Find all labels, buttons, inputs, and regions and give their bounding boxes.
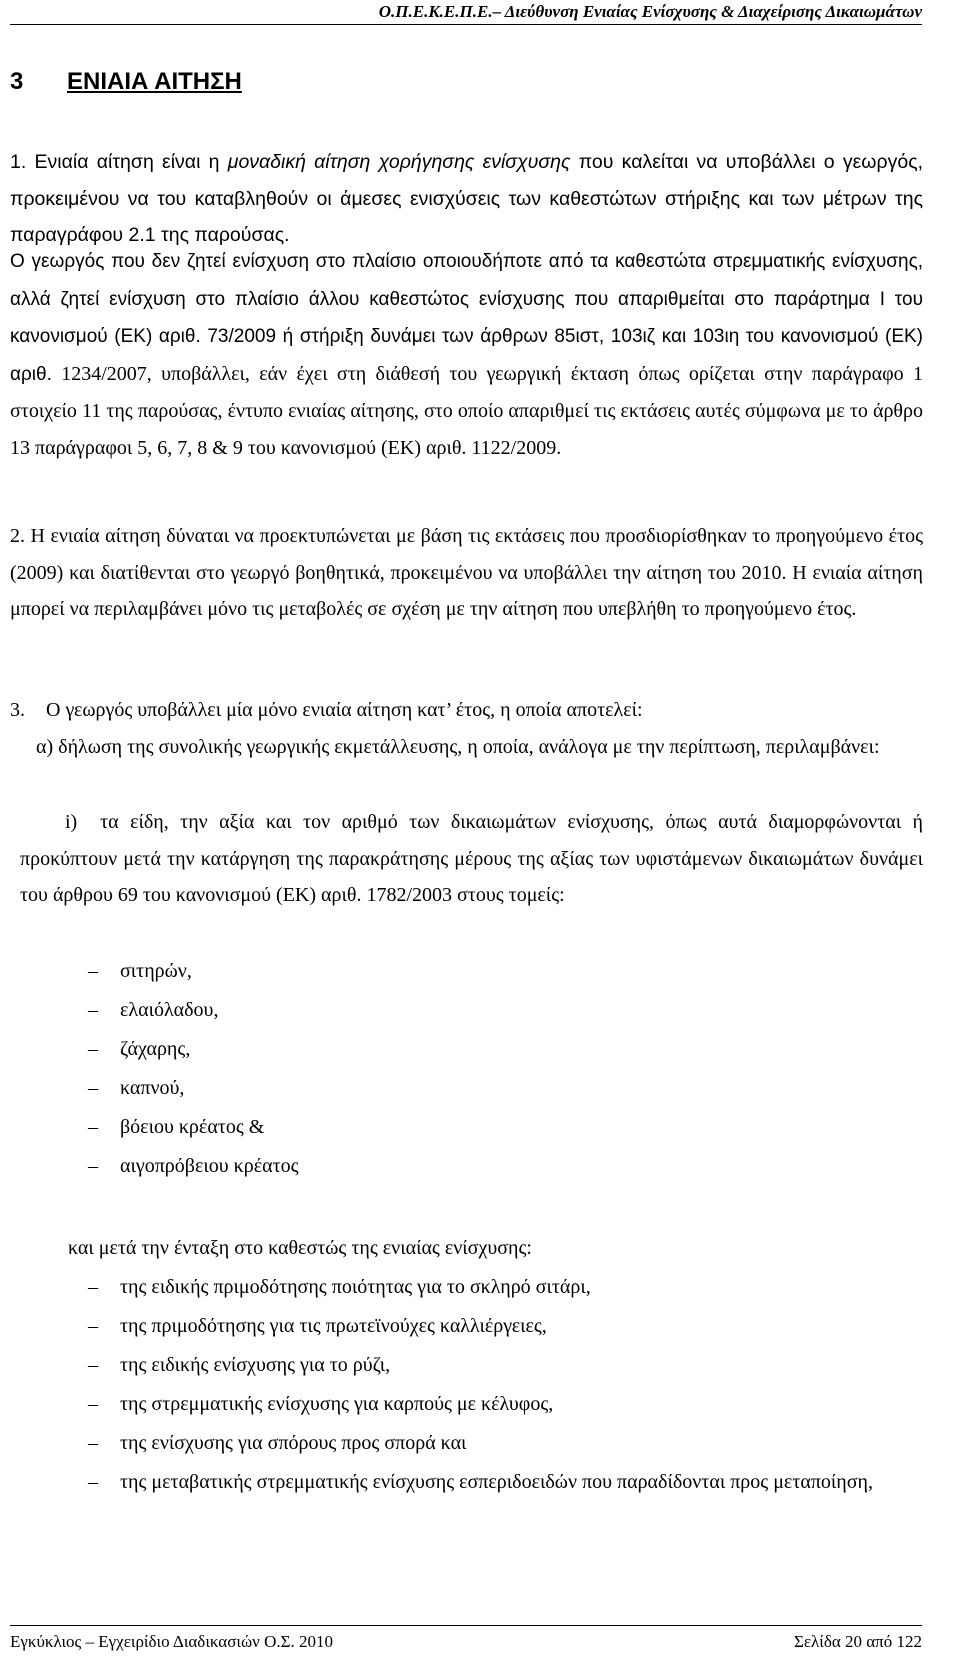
paragraph-2-text: Η ενιαία αίτηση δύναται να προεκτυπώνεται με βάση τις εκτάσεις που προσδιορίσθηκαν το προηγούμενο έτος (2009) και διατίθενται στο γεωργό βοηθητικά, προκειμένου να υποβάλλει την αίτηση του 2010. Η ενιαία αίτηση μπορεί να περιλαμβάνει μόνο τις μεταβολές σε σχέση με την αίτηση που υπεβλήθη το προηγούμενο έτος. <box>10 525 923 620</box>
dash-marker: – <box>88 1155 98 1177</box>
scheme-list <box>10 1268 923 1502</box>
paragraph-1-text-a: Ενιαία αίτηση είναι η <box>34 151 220 173</box>
section-title <box>10 68 242 96</box>
paragraph-1 <box>10 144 923 254</box>
dash-marker: – <box>88 1354 98 1376</box>
list-item <box>10 1069 923 1108</box>
paragraph-2-number: 2. <box>10 525 25 547</box>
section-number: 3 <box>10 68 24 95</box>
list-item-text: καπνού, <box>120 1077 185 1099</box>
list-item-text: της μεταβατικής στρεμματικής ενίσχυσης εσπεριδοειδών που παραδίδονται προς μεταποίηση, <box>120 1471 874 1493</box>
page-header <box>10 0 922 25</box>
list-item-text: της ειδικής πριμοδότησης ποιότητας για το σκληρό σιτάρι, <box>120 1276 591 1298</box>
dash-marker: – <box>88 1077 98 1099</box>
paragraph-1-text-b: που καλείται να υποβάλλει ο γεωργός, προκειμένου να του καταβληθούν οι άμεσες ενισχύσεις των καθεστώτων στήριξης και των μέτρων της παραγράφου 2.1 της παρούσας. <box>10 151 924 246</box>
list-item-text: σιτηρών, <box>120 960 192 982</box>
page-footer <box>10 1625 922 1656</box>
item-i <box>20 804 923 914</box>
header-text: Ο.Π.Ε.Κ.Ε.Π.Ε.– Διεύθυνση Ενιαίας Ενίσχυσης & Διαχείρισης Δικαιωμάτων <box>378 2 922 21</box>
paragraph-1-emphasis: μοναδική αίτηση χορήγησης ενίσχυσης <box>227 151 571 173</box>
list-item <box>10 952 923 991</box>
dash-marker: – <box>88 1432 98 1454</box>
list-item <box>10 1424 923 1463</box>
sector-list <box>10 952 923 1186</box>
list-item-text: της στρεμματικής ενίσχυσης για καρπούς με κέλυφος, <box>120 1393 554 1415</box>
list-item <box>10 1385 923 1424</box>
list-item <box>10 1346 923 1385</box>
list-item <box>10 1307 923 1346</box>
footer-page-number: Σελίδα 20 από 122 <box>793 1632 922 1651</box>
list-item <box>10 1108 923 1147</box>
dash-marker: – <box>88 1116 98 1138</box>
item-i-text: τα είδη, την αξία και τον αριθμό των δικαιωμάτων ενίσχυσης, όπως αυτά διαμορφώνονται ή προκύπτουν μετά την κατάργηση της παρακράτησης μέρους της αξίας των υφιστάμενων δικαιωμάτων δυνάμει του άρθρου 69 του κανονισμού (ΕΚ) αριθ. 1782/2003 στους τομείς: <box>20 811 923 906</box>
list-item-text: της ειδικής ενίσχυσης για το ρύζι, <box>120 1354 391 1376</box>
footer-left: Εγκύκλιος – Εγχειρίδιο Διαδικασιών Ο.Σ. 2010 <box>10 1632 333 1651</box>
after-text-content: και μετά την ένταξη στο καθεστώς της ενιαίας ενίσχυσης: <box>68 1237 532 1259</box>
list-item-text: της πριμοδότησης για τις πρωτεϊνούχες καλλιέργειες, <box>120 1315 547 1337</box>
dash-marker: – <box>88 999 98 1021</box>
dash-marker: – <box>88 1471 98 1493</box>
paragraph-1b-text-a: Ο γεωργός που δεν ζητεί ενίσχυση στο πλαίσιο οποιουδήποτε από τα καθεστώτα στρεμματικής ενίσχυσης, αλλά ζητεί ενίσχυση στο πλαίσιο άλλου καθεστώτος ενίσχυσης που απαριθμείται στο παράρτημα Ι του κανονισμού (ΕΚ) αριθ. 73/2009 ή στήριξη δυνάμει των άρθρων 85ιστ, 103ιζ και 103ιη του κανονισμού (ΕΚ) αριθ. <box>10 251 923 385</box>
item-a-text: δήλωση της συνολικής γεωργικής εκμετάλλευσης, η οποία, ανάλογα με την περίπτωση, περιλαμβάνει: <box>58 736 880 758</box>
paragraph-1b-text-b: 1234/2007, υποβάλλει, εάν έχει στη διάθεσή του γεωργική έκταση όπως ορίζεται στην παράγραφο 1 στοιχείο 11 της παρούσας, έντυπο ενιαίας αίτησης, στο οποίο απαριθμεί τις εκτάσεις αυτές σύμφωνα με το άρθρο 13 παράγραφοι 5, 6, 7, 8 & 9 του κανονισμού (ΕΚ) αριθ. 1122/2009. <box>10 362 924 459</box>
list-item <box>10 1147 923 1186</box>
dash-marker: – <box>88 1393 98 1415</box>
paragraph-3 <box>10 692 923 729</box>
item-a <box>36 729 923 766</box>
list-item-text: ελαιόλαδου, <box>120 999 219 1021</box>
list-item-text: ζάχαρης, <box>120 1038 191 1060</box>
paragraph-3-text: Ο γεωργός υποβάλλει μία μόνο ενιαία αίτηση κατ’ έτος, η οποία αποτελεί: <box>46 699 643 721</box>
paragraph-1b <box>10 243 923 466</box>
dash-marker: – <box>88 1038 98 1060</box>
paragraph-2 <box>10 518 923 628</box>
list-item <box>10 1268 923 1307</box>
dash-marker: – <box>88 960 98 982</box>
paragraph-1-number: 1. <box>10 151 27 173</box>
list-item <box>10 991 923 1030</box>
after-text <box>68 1230 923 1267</box>
item-i-label: i) <box>65 811 78 833</box>
list-item-text: αιγοπρόβειου κρέατος <box>120 1155 299 1177</box>
section-title-text: ΕΝΙΑΙΑ ΑΙΤΗΣΗ <box>67 68 242 95</box>
dash-marker: – <box>88 1276 98 1298</box>
list-item-text: βόειου κρέατος & <box>120 1116 265 1138</box>
item-a-label: α) <box>36 736 54 758</box>
list-item <box>10 1030 923 1069</box>
dash-marker: – <box>88 1315 98 1337</box>
list-item-text: της ενίσχυσης για σπόρους προς σπορά και <box>120 1432 467 1454</box>
paragraph-3-number: 3. <box>10 699 25 721</box>
list-item <box>10 1463 923 1502</box>
